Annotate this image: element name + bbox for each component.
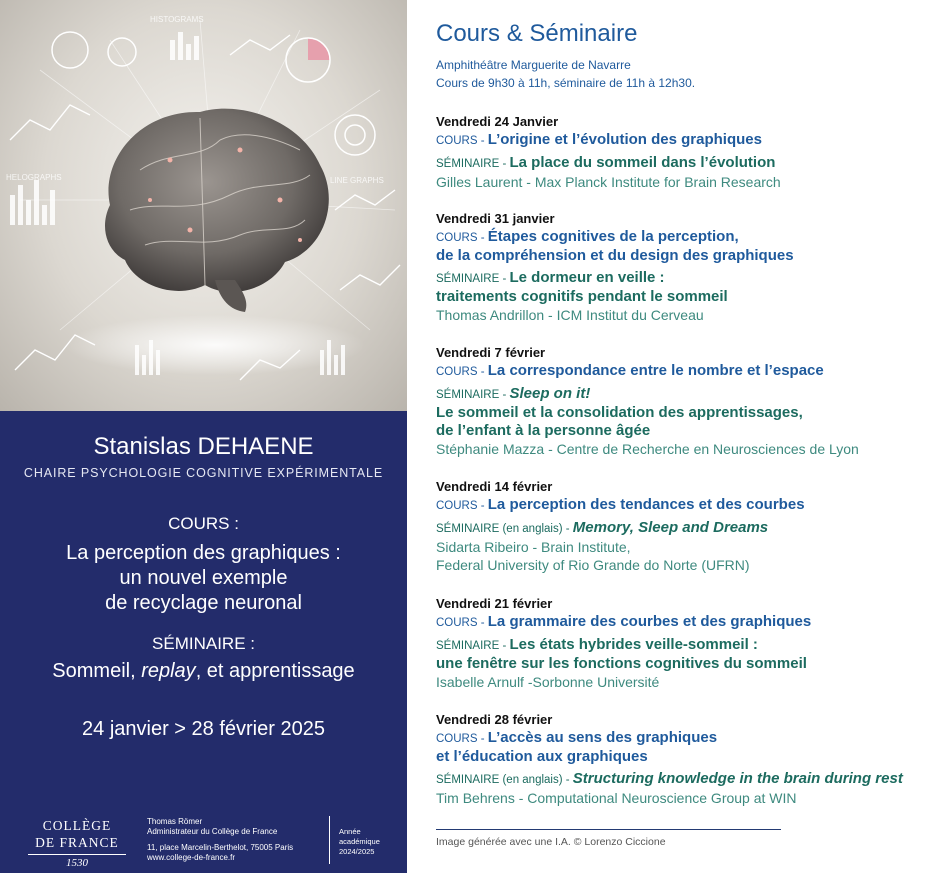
- logo-year: 1530: [66, 857, 88, 869]
- seminar-line: une fenêtre sur les fonctions cognitives du sommeil: [436, 655, 807, 672]
- course-line: COURS - L’accès au sens des graphiques: [436, 729, 718, 746]
- day-date: Vendredi 24 Janvier: [436, 114, 559, 129]
- day-date: Vendredi 7 février: [436, 345, 546, 360]
- lecturer-name: Stanislas DEHAENE: [93, 433, 314, 460]
- course-title-line: La perception des graphiques :: [66, 542, 341, 564]
- seminar-line: traitements cognitifs pendant le sommeil: [436, 288, 728, 305]
- speaker: Gilles Laurent - Max Planck Institute for Brain Research: [436, 174, 781, 190]
- seminar-line: SÉMINAIRE (en anglais) - Memory, Sleep and Dreams: [436, 519, 769, 536]
- administrator-info: [147, 817, 293, 863]
- year-value: 2024/2025: [339, 847, 375, 856]
- course-line: COURS - La perception des tendances et des courbes: [436, 496, 805, 513]
- chair-title: CHAIRE PSYCHOLOGIE COGNITIVE EXPÉRIMENTALE: [23, 466, 384, 480]
- schedule-day: [436, 594, 925, 691]
- seminar-line: SÉMINAIRE (en anglais) - Structuring knowledge in the brain during rest: [436, 770, 903, 787]
- schedule-day: [436, 112, 925, 191]
- schedule-panel: [436, 0, 925, 873]
- logo-rule: [28, 854, 126, 855]
- academic-year: [339, 827, 380, 857]
- seminar-line: Le sommeil et la consolidation des apprentissages,: [436, 404, 803, 421]
- hero-label-histograms: HISTOGRAMS: [150, 15, 204, 24]
- seminar-title-part: Sommeil,: [52, 660, 142, 682]
- seminar-heading: SÉMINAIRE :: [152, 634, 255, 653]
- course-line: COURS - La correspondance entre le nombre et l’espace: [436, 362, 824, 379]
- logo-line: DE FRANCE: [35, 835, 119, 850]
- brain-graphic: [105, 109, 329, 312]
- course-title-line: de recyclage neuronal: [105, 592, 302, 614]
- day-date: Vendredi 31 janvier: [436, 211, 555, 226]
- admin-title: Administrateur du Collège de France: [147, 827, 278, 836]
- college-de-france-logo: [22, 817, 132, 869]
- year-label: Année: [339, 827, 361, 836]
- seminar-line: SÉMINAIRE - Sleep on it!: [436, 385, 591, 402]
- credit-divider: [436, 829, 781, 830]
- address: 11, place Marcelin-Berthelot, 75005 Paris: [147, 843, 294, 852]
- poster-info-block: [0, 411, 407, 873]
- course-line: et l’éducation aux graphiques: [436, 748, 648, 765]
- speaker: Tim Behrens - Computational Neuroscience Group at WIN: [436, 790, 797, 806]
- schedule-day: [436, 710, 925, 807]
- schedule-day: [436, 209, 925, 324]
- logo-line: COLLÈGE: [42, 818, 112, 833]
- speaker: Federal University of Rio Grande do Norte (UFRN): [436, 557, 750, 573]
- schedule-day: [436, 343, 925, 458]
- speaker: Stéphanie Mazza - Centre de Recherche en Neurosciences de Lyon: [436, 441, 859, 457]
- image-credit: Image générée avec une I.A. © Lorenzo Ciccione: [436, 836, 666, 848]
- footer: [0, 811, 407, 873]
- seminar-title: [0, 660, 407, 683]
- hero-label-line-graphs: LINE GRAPHS: [330, 176, 384, 185]
- seminar-line: SÉMINAIRE - Les états hybrides veille-sommeil :: [436, 636, 758, 653]
- day-date: Vendredi 21 février: [436, 596, 553, 611]
- course-line: COURS - L’origine et l’évolution des graphiques: [436, 131, 762, 148]
- admin-name: Thomas Römer: [147, 817, 203, 826]
- hero-label-helographs: HELOGRAPHS: [6, 173, 62, 182]
- poster-left-panel: [0, 0, 407, 873]
- year-label: académique: [339, 837, 380, 846]
- course-heading: COURS :: [168, 514, 239, 533]
- seminar-title-part: , et apprentissage: [195, 660, 355, 682]
- seminar-line: SÉMINAIRE - La place du sommeil dans l’évolution: [436, 154, 776, 171]
- course-line: COURS - Étapes cognitives de la perception,: [436, 228, 739, 245]
- schedule-title: Cours & Séminaire: [436, 20, 638, 47]
- footer-divider: [329, 816, 330, 864]
- speaker: Thomas Andrillon - ICM Institut du Cerveau: [436, 307, 704, 323]
- schedule-subtitle: [436, 56, 695, 92]
- course-line: de la compréhension et du design des graphiques: [436, 247, 794, 264]
- course-title: [0, 541, 407, 616]
- seminar-line: SÉMINAIRE - Le dormeur en veille :: [436, 269, 665, 286]
- website-link[interactable]: www.college-de-france.fr: [147, 853, 236, 862]
- seminar-line: de l’enfant à la personne âgée: [436, 422, 651, 439]
- schedule-day: [436, 477, 925, 574]
- day-date: Vendredi 14 février: [436, 479, 553, 494]
- seminar-title-italic: replay: [141, 660, 196, 682]
- date-range: 24 janvier > 28 février 2025: [82, 718, 325, 740]
- hours: Cours de 9h30 à 11h, séminaire de 11h à 12h30.: [436, 76, 696, 90]
- speaker: Isabelle Arnulf -Sorbonne Université: [436, 674, 660, 690]
- course-line: COURS - La grammaire des courbes et des graphiques: [436, 613, 812, 630]
- speaker: Sidarta Ribeiro - Brain Institute,: [436, 539, 631, 555]
- day-date: Vendredi 28 février: [436, 712, 553, 727]
- course-title-line: un nouvel exemple: [119, 567, 288, 589]
- brain-illustration: [0, 0, 407, 411]
- hero-illustration: [0, 0, 407, 411]
- venue: Amphithéâtre Marguerite de Navarre: [436, 58, 631, 72]
